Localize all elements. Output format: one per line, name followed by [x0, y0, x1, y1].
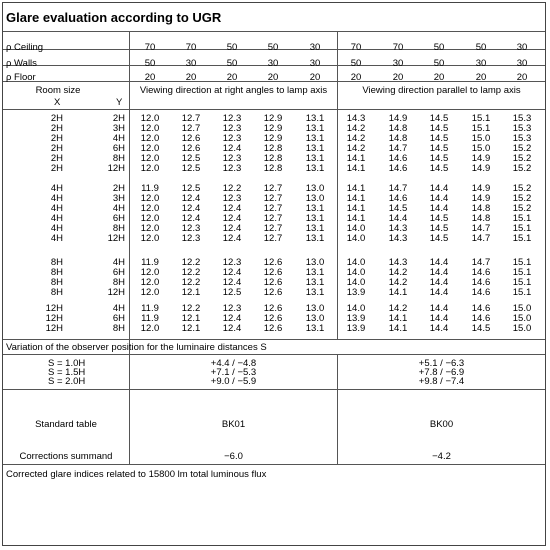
room-x-value: 4H: [50, 193, 63, 204]
ugr-value: 14.4: [429, 257, 449, 268]
ugr-value: 12.2: [181, 257, 201, 268]
reflectance-value: 20: [475, 72, 487, 83]
room-x-value: 2H: [50, 133, 63, 144]
ugr-value: 15.1: [471, 123, 491, 134]
ugr-value: 12.0: [140, 193, 160, 204]
reflectance-value: 70: [392, 42, 404, 53]
ugr-value: 12.0: [140, 143, 160, 154]
viewing-right-angles-header: Viewing direction at right angles to lamp axis: [139, 85, 328, 96]
ugr-value: 13.9: [346, 287, 366, 298]
ugr-value: 12.4: [222, 313, 242, 324]
room-x-value: 8H: [50, 267, 63, 278]
ugr-value: 14.6: [471, 287, 491, 298]
variation-distance: S = 2.0H: [48, 376, 86, 387]
variation-right-value: +4.4 / −4.8: [210, 358, 257, 369]
ugr-value: 14.7: [471, 233, 491, 244]
ugr-value: 14.5: [429, 143, 449, 154]
room-x-value: 8H: [50, 277, 63, 288]
room-size-label: Room size: [35, 85, 81, 96]
ugr-value: 12.0: [140, 203, 160, 214]
reflectance-floor-label: [6, 72, 36, 84]
ugr-value: 12.6: [263, 277, 283, 288]
ugr-value: 12.3: [222, 303, 242, 314]
reflectance-value: 30: [185, 58, 197, 69]
room-y-value: 6H: [112, 213, 125, 224]
ugr-value: 12.3: [181, 223, 201, 234]
ugr-value: 14.5: [471, 323, 491, 334]
ugr-value: 12.2: [222, 183, 242, 194]
ugr-value: 12.4: [222, 323, 242, 334]
standard-table-parallel: BK00: [429, 419, 454, 430]
ugr-value: 12.0: [140, 233, 160, 244]
divider: [3, 339, 545, 340]
variation-right-value: +7.1 / −5.3: [210, 367, 257, 378]
ugr-value: 14.9: [471, 163, 491, 174]
ugr-value: 14.9: [388, 113, 408, 124]
ugr-value: 15.2: [512, 143, 532, 154]
ugr-value: 12.0: [140, 133, 160, 144]
room-x-value: 4H: [50, 223, 63, 234]
ugr-value: 15.2: [512, 203, 532, 214]
room-y-value: 4H: [112, 303, 125, 314]
ugr-value: 12.3: [222, 113, 242, 124]
ceiling-label: Ceiling: [14, 42, 44, 53]
variation-distance: S = 1.0H: [48, 358, 86, 369]
ugr-value: 15.0: [512, 303, 532, 314]
reflectance-walls-label: [6, 58, 37, 70]
footnote: Corrected glare indices related to 15800 lm total luminous flux: [6, 469, 267, 480]
walls-label: Walls: [14, 58, 37, 69]
room-x-value: 12H: [45, 323, 63, 334]
ugr-value: 12.5: [181, 183, 201, 194]
room-x-value: 2H: [50, 143, 63, 154]
ugr-value: 14.5: [429, 233, 449, 244]
reflectance-value: 20: [226, 72, 238, 83]
ugr-value: 14.2: [346, 133, 366, 144]
ugr-value: 12.7: [181, 113, 201, 124]
ugr-value: 12.8: [263, 163, 283, 174]
ugr-value: 12.0: [140, 287, 160, 298]
ugr-value: 15.2: [512, 163, 532, 174]
reflectance-value: 70: [144, 42, 156, 53]
reflectance-value: 30: [516, 58, 528, 69]
divider: [3, 109, 545, 110]
reflectance-value: 30: [392, 58, 404, 69]
ugr-value: 14.6: [388, 153, 408, 164]
room-y-value: 6H: [112, 313, 125, 324]
ugr-value: 13.0: [305, 257, 325, 268]
ugr-value: 12.0: [140, 123, 160, 134]
reflectance-value: 30: [309, 58, 321, 69]
reflectance-value: 30: [267, 58, 279, 69]
ugr-value: 15.0: [512, 313, 532, 324]
ugr-value: 12.0: [140, 153, 160, 164]
ugr-value: 14.1: [346, 153, 366, 164]
ugr-value: 14.5: [429, 123, 449, 134]
ugr-value: 14.3: [388, 257, 408, 268]
ugr-value: 12.3: [222, 153, 242, 164]
ugr-value: 12.0: [140, 277, 160, 288]
ugr-value: 13.1: [305, 287, 325, 298]
ugr-value: 15.3: [512, 113, 532, 124]
ugr-value: 14.5: [429, 163, 449, 174]
viewing-parallel-header: Viewing direction parallel to lamp axis: [362, 85, 521, 96]
ugr-value: 12.4: [181, 193, 201, 204]
ugr-value: 12.7: [263, 203, 283, 214]
ugr-table-frame: [2, 2, 546, 546]
ugr-value: 14.4: [429, 203, 449, 214]
ugr-value: 14.7: [471, 257, 491, 268]
ugr-value: 13.1: [305, 133, 325, 144]
room-x-value: 2H: [50, 163, 63, 174]
ugr-value: 12.1: [181, 287, 201, 298]
ugr-value: 14.7: [388, 183, 408, 194]
ugr-value: 13.0: [305, 193, 325, 204]
reflectance-value: 30: [516, 42, 528, 53]
ugr-value: 14.8: [388, 133, 408, 144]
ugr-value: 12.6: [181, 133, 201, 144]
room-y-value: 12H: [107, 163, 125, 174]
corrections-parallel: −4.2: [432, 451, 451, 462]
ugr-value: 14.2: [388, 277, 408, 288]
ugr-value: 15.0: [471, 143, 491, 154]
room-x-value: 8H: [50, 287, 63, 298]
variation-label: Variation of the observer position for the luminaire distances S: [6, 342, 267, 353]
reflectance-value: 20: [433, 72, 445, 83]
ugr-value: 14.5: [429, 213, 449, 224]
ugr-value: 14.1: [388, 323, 408, 334]
variation-distance: S = 1.5H: [48, 367, 86, 378]
ugr-value: 14.8: [471, 213, 491, 224]
reflectance-value: 50: [144, 58, 156, 69]
ugr-value: 14.4: [429, 277, 449, 288]
ugr-value: 13.1: [305, 277, 325, 288]
room-y-value: 4H: [112, 133, 125, 144]
ugr-value: 14.6: [471, 277, 491, 288]
ugr-value: 14.9: [471, 183, 491, 194]
ugr-value: 14.4: [429, 267, 449, 278]
divider: [3, 354, 545, 355]
variation-parallel-value: +7.8 / −6.9: [418, 367, 465, 378]
ugr-value: 14.3: [346, 113, 366, 124]
ugr-value: 11.9: [141, 183, 159, 194]
ugr-value: 12.7: [263, 213, 283, 224]
ugr-value: 11.9: [141, 257, 159, 268]
ugr-value: 13.0: [305, 183, 325, 194]
ugr-value: 14.1: [388, 287, 408, 298]
ugr-value: 13.1: [305, 123, 325, 134]
reflectance-value: 70: [185, 42, 197, 53]
corrections-right: −6.0: [224, 451, 243, 462]
ugr-value: 14.7: [388, 143, 408, 154]
ugr-value: 12.6: [181, 143, 201, 154]
ugr-value: 14.6: [471, 303, 491, 314]
reflectance-value: 20: [516, 72, 528, 83]
reflectance-ceiling-label: [6, 42, 43, 54]
room-x-value: 4H: [50, 233, 63, 244]
ugr-value: 12.6: [263, 323, 283, 334]
ugr-value: 12.9: [263, 123, 283, 134]
ugr-value: 14.0: [346, 233, 366, 244]
reflectance-value: 50: [267, 42, 279, 53]
ugr-value: 14.4: [429, 193, 449, 204]
ugr-value: 14.4: [429, 323, 449, 334]
ugr-value: 14.2: [346, 123, 366, 134]
room-y-value: 3H: [112, 123, 125, 134]
rho-symbol: ρ: [6, 42, 12, 53]
ugr-value: 12.0: [140, 113, 160, 124]
ugr-value: 12.0: [140, 323, 160, 334]
room-y-value: 8H: [112, 153, 125, 164]
ugr-value: 15.1: [512, 267, 532, 278]
room-x-value: 4H: [50, 183, 63, 194]
ugr-value: 14.6: [388, 163, 408, 174]
ugr-value: 14.1: [346, 203, 366, 214]
room-y-label: Y: [116, 97, 123, 108]
divider: [3, 464, 545, 465]
reflectance-value: 70: [350, 42, 362, 53]
ugr-value: 12.6: [263, 303, 283, 314]
ugr-value: 12.3: [222, 257, 242, 268]
ugr-value: 12.4: [222, 223, 242, 234]
room-y-value: 8H: [112, 223, 125, 234]
standard-table-right: BK01: [221, 419, 246, 430]
ugr-value: 14.4: [429, 183, 449, 194]
room-x-value: 12H: [45, 303, 63, 314]
standard-table-label: Standard table: [35, 419, 97, 430]
ugr-value: 12.0: [140, 223, 160, 234]
variation-parallel-value: +9.8 / −7.4: [418, 376, 465, 387]
reflectance-value: 30: [309, 42, 321, 53]
room-y-value: 6H: [112, 143, 125, 154]
ugr-value: 15.1: [471, 113, 491, 124]
ugr-value: 14.6: [471, 313, 491, 324]
ugr-value: 14.7: [471, 223, 491, 234]
page-title: Glare evaluation according to UGR: [6, 10, 222, 25]
reflectance-value: 50: [226, 58, 238, 69]
ugr-value: 12.6: [263, 267, 283, 278]
reflectance-value: 20: [144, 72, 156, 83]
ugr-value: 15.1: [512, 257, 532, 268]
ugr-value: 14.1: [346, 213, 366, 224]
ugr-value: 14.4: [429, 313, 449, 324]
ugr-value: 14.1: [346, 163, 366, 174]
ugr-value: 14.0: [346, 277, 366, 288]
ugr-value: 14.5: [429, 133, 449, 144]
ugr-value: 12.6: [263, 313, 283, 324]
rho-symbol: ρ: [6, 72, 12, 83]
ugr-value: 15.3: [512, 123, 532, 134]
ugr-value: 14.4: [429, 303, 449, 314]
ugr-value: 12.3: [222, 163, 242, 174]
ugr-value: 12.4: [222, 213, 242, 224]
ugr-value: 14.5: [429, 223, 449, 234]
ugr-value: 12.5: [181, 163, 201, 174]
ugr-value: 15.3: [512, 133, 532, 144]
ugr-value: 12.3: [222, 193, 242, 204]
ugr-value: 14.9: [471, 153, 491, 164]
ugr-value: 11.9: [141, 313, 159, 324]
room-x-value: 2H: [50, 113, 63, 124]
room-y-value: 4H: [112, 257, 125, 268]
ugr-value: 12.1: [181, 313, 201, 324]
ugr-value: 12.6: [263, 287, 283, 298]
ugr-value: 15.2: [512, 193, 532, 204]
ugr-value: 13.1: [305, 267, 325, 278]
ugr-value: 14.5: [429, 113, 449, 124]
ugr-value: 15.2: [512, 183, 532, 194]
ugr-value: 12.3: [181, 233, 201, 244]
divider: [3, 31, 545, 32]
ugr-value: 14.3: [388, 223, 408, 234]
ugr-value: 12.5: [222, 287, 242, 298]
ugr-value: 13.1: [305, 203, 325, 214]
ugr-value: 12.4: [222, 233, 242, 244]
corrections-label: Corrections summand: [19, 451, 113, 462]
ugr-value: 15.0: [471, 133, 491, 144]
room-y-value: 8H: [112, 277, 125, 288]
ugr-value: 14.9: [471, 193, 491, 204]
ugr-value: 14.0: [346, 257, 366, 268]
ugr-value: 13.9: [346, 313, 366, 324]
ugr-value: 14.4: [429, 287, 449, 298]
room-x-value: 12H: [45, 313, 63, 324]
reflectance-value: 20: [267, 72, 279, 83]
ugr-value: 14.0: [346, 303, 366, 314]
ugr-value: 14.1: [346, 183, 366, 194]
room-y-value: 4H: [112, 203, 125, 214]
room-x-label: X: [54, 97, 61, 108]
ugr-value: 12.0: [140, 213, 160, 224]
ugr-value: 13.1: [305, 163, 325, 174]
ugr-value: 12.4: [181, 213, 201, 224]
ugr-value: 12.3: [222, 123, 242, 134]
room-y-value: 6H: [112, 267, 125, 278]
ugr-value: 14.4: [388, 213, 408, 224]
ugr-value: 15.1: [512, 223, 532, 234]
ugr-value: 14.2: [388, 267, 408, 278]
ugr-value: 15.1: [512, 277, 532, 288]
ugr-value: 13.0: [305, 313, 325, 324]
ugr-value: 12.4: [222, 203, 242, 214]
variation-right-value: +9.0 / −5.9: [210, 376, 257, 387]
ugr-value: 15.0: [512, 323, 532, 334]
ugr-value: 14.5: [429, 153, 449, 164]
ugr-value: 13.1: [305, 113, 325, 124]
ugr-value: 15.1: [512, 213, 532, 224]
reflectance-value: 50: [475, 42, 487, 53]
reflectance-value: 20: [350, 72, 362, 83]
ugr-value: 13.0: [305, 303, 325, 314]
ugr-value: 12.4: [222, 277, 242, 288]
rho-symbol: ρ: [6, 58, 12, 69]
ugr-value: 11.9: [141, 303, 159, 314]
ugr-value: 13.1: [305, 323, 325, 334]
floor-label: Floor: [14, 72, 36, 83]
ugr-value: 12.0: [140, 267, 160, 278]
room-y-value: 12H: [107, 287, 125, 298]
ugr-value: 14.6: [471, 267, 491, 278]
ugr-value: 12.8: [263, 153, 283, 164]
ugr-value: 12.4: [222, 143, 242, 154]
room-x-value: 4H: [50, 203, 63, 214]
ugr-value: 14.8: [471, 203, 491, 214]
reflectance-value: 30: [475, 58, 487, 69]
ugr-value: 13.9: [346, 323, 366, 334]
reflectance-value: 20: [185, 72, 197, 83]
room-x-value: 4H: [50, 213, 63, 224]
ugr-value: 13.1: [305, 233, 325, 244]
reflectance-value: 50: [433, 58, 445, 69]
ugr-value: 12.9: [263, 113, 283, 124]
ugr-value: 15.2: [512, 153, 532, 164]
room-y-value: 2H: [112, 183, 125, 194]
divider: [3, 389, 545, 390]
ugr-value: 12.1: [181, 323, 201, 334]
ugr-value: 14.0: [346, 223, 366, 234]
ugr-value: 15.1: [512, 233, 532, 244]
ugr-value: 12.2: [181, 303, 201, 314]
ugr-value: 12.4: [181, 203, 201, 214]
ugr-value: 14.3: [388, 233, 408, 244]
ugr-value: 14.5: [388, 203, 408, 214]
ugr-value: 12.2: [181, 277, 201, 288]
room-x-value: 8H: [50, 257, 63, 268]
ugr-value: 15.1: [512, 287, 532, 298]
reflectance-value: 50: [350, 58, 362, 69]
ugr-value: 12.4: [222, 267, 242, 278]
reflectance-value: 50: [226, 42, 238, 53]
ugr-value: 14.8: [388, 123, 408, 134]
room-y-value: 3H: [112, 193, 125, 204]
ugr-value: 13.1: [305, 143, 325, 154]
ugr-value: 13.1: [305, 153, 325, 164]
ugr-value: 12.7: [263, 193, 283, 204]
room-x-value: 2H: [50, 123, 63, 134]
ugr-value: 14.1: [346, 193, 366, 204]
ugr-value: 14.0: [346, 267, 366, 278]
reflectance-value: 20: [392, 72, 404, 83]
ugr-value: 14.6: [388, 193, 408, 204]
ugr-value: 13.1: [305, 223, 325, 234]
ugr-value: 14.1: [388, 313, 408, 324]
room-y-value: 12H: [107, 233, 125, 244]
ugr-value: 12.7: [263, 233, 283, 244]
ugr-value: 12.8: [263, 143, 283, 154]
ugr-value: 12.6: [263, 257, 283, 268]
ugr-value: 12.2: [181, 267, 201, 278]
reflectance-value: 20: [309, 72, 321, 83]
ugr-value: 12.9: [263, 133, 283, 144]
variation-parallel-value: +5.1 / −6.3: [418, 358, 465, 369]
room-x-value: 2H: [50, 153, 63, 164]
ugr-value: 12.3: [222, 133, 242, 144]
ugr-value: 12.7: [263, 183, 283, 194]
ugr-value: 12.5: [181, 153, 201, 164]
ugr-value: 14.2: [388, 303, 408, 314]
ugr-value: 14.2: [346, 143, 366, 154]
room-y-value: 2H: [112, 113, 125, 124]
ugr-value: 12.7: [263, 223, 283, 234]
reflectance-value: 50: [433, 42, 445, 53]
room-y-value: 8H: [112, 323, 125, 334]
ugr-value: 12.7: [181, 123, 201, 134]
ugr-value: 12.0: [140, 163, 160, 174]
ugr-value: 13.1: [305, 213, 325, 224]
